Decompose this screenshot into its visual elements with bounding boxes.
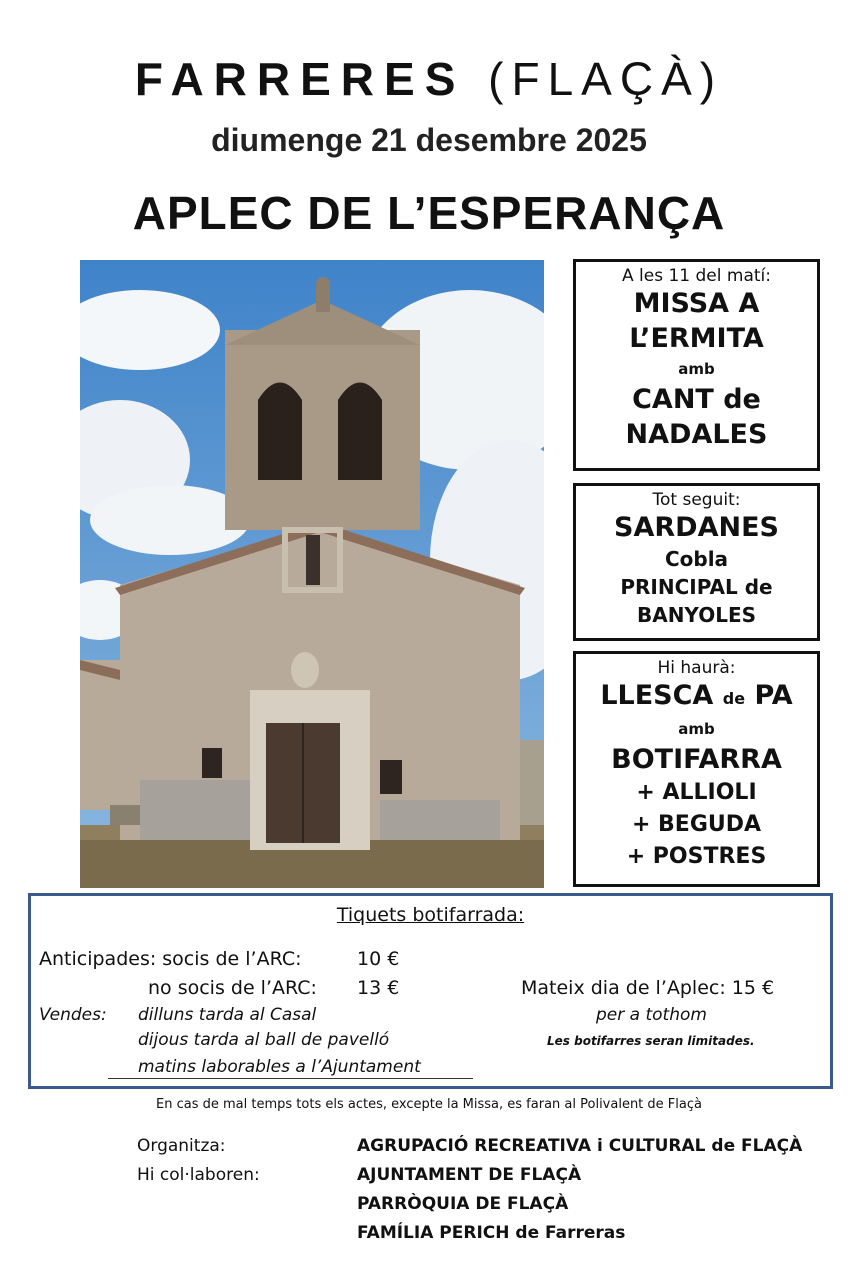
organitza-label: Organitza: [137, 1136, 226, 1156]
sales-point-1: dilluns tarda al Casal [138, 1005, 317, 1025]
sardanes-title: SARDANES [614, 512, 779, 543]
organitza-value: AGRUPACIÓ RECREATIVA i CULTURAL de FLAÇÀ [357, 1136, 803, 1156]
food-llesca-line [576, 678, 817, 716]
mass-time: A les 11 del matí: [622, 266, 771, 286]
weather-note: En cas de mal temps tots els actes, excepte la Missa, es faran al Polivalent de Flaçà [156, 1097, 702, 1112]
event-date: diumenge 21 desembre 2025 [211, 122, 647, 158]
mass-line-2: L’ERMITA [629, 323, 764, 354]
tickets-title: Tiquets botifarrada: [336, 904, 525, 926]
food-botifarra: BOTIFARRA [611, 744, 782, 775]
place-name: FARRERES [134, 53, 466, 105]
sales-divider [108, 1078, 473, 1079]
mass-line-3: CANT de [632, 384, 761, 415]
nonmember-price: 13 € [357, 977, 400, 999]
collab-1: AJUNTAMENT DE FLAÇÀ [357, 1165, 582, 1185]
sardanes-band-1: PRINCIPAL de [620, 575, 773, 599]
tickets-box [28, 893, 833, 1089]
food-intro: Hi haurà: [657, 658, 736, 678]
sardanes-band-2: BANYOLES [636, 603, 757, 627]
limited-note: Les botifarres seran limitades. [547, 1034, 755, 1048]
sales-point-2: dijous tarda al ball de pavelló [138, 1030, 390, 1050]
same-day-price: Mateix dia de l’Aplec: 15 € [521, 977, 775, 999]
sardanes-info-box [573, 483, 820, 641]
poster-title [0, 52, 858, 106]
nonmember-label: no socis de l’ARC: [148, 977, 317, 999]
for-everyone: per a tothom [596, 1005, 707, 1025]
collab-3: FAMÍLIA PERICH de Farreras [357, 1223, 626, 1243]
food-beguda: + BEGUDA [631, 812, 762, 837]
mass-amb: amb [678, 360, 715, 378]
sardanes-cobla: Cobla [664, 547, 729, 571]
food-info-box [573, 651, 820, 887]
collab-2: PARRÒQUIA DE FLAÇÀ [357, 1194, 569, 1214]
food-pa: PA [754, 680, 793, 711]
sardanes-intro: Tot seguit: [652, 490, 741, 510]
food-postres: + POSTRES [626, 844, 767, 869]
food-allioli: + ALLIOLI [636, 780, 757, 805]
mass-line-4: NADALES [625, 419, 768, 450]
sales-label: Vendes: [39, 1005, 107, 1025]
event-name: APLEC DE L’ESPERANÇA [132, 187, 726, 239]
place-municipality: (FLAÇÀ) [488, 53, 724, 105]
food-de: de [722, 689, 746, 708]
mass-line-1: MISSA A [633, 288, 760, 319]
food-amb: amb [678, 720, 715, 738]
sales-point-3: matins laborables a l’Ajuntament [138, 1057, 421, 1077]
advance-price: 10 € [357, 948, 400, 970]
collab-label: Hi col·laboren: [137, 1165, 260, 1185]
food-llesca: LLESCA [600, 680, 714, 711]
mass-info-box [573, 259, 820, 471]
hermitage-photo [80, 260, 544, 888]
advance-label: Anticipades: socis de l’ARC: [39, 948, 302, 970]
